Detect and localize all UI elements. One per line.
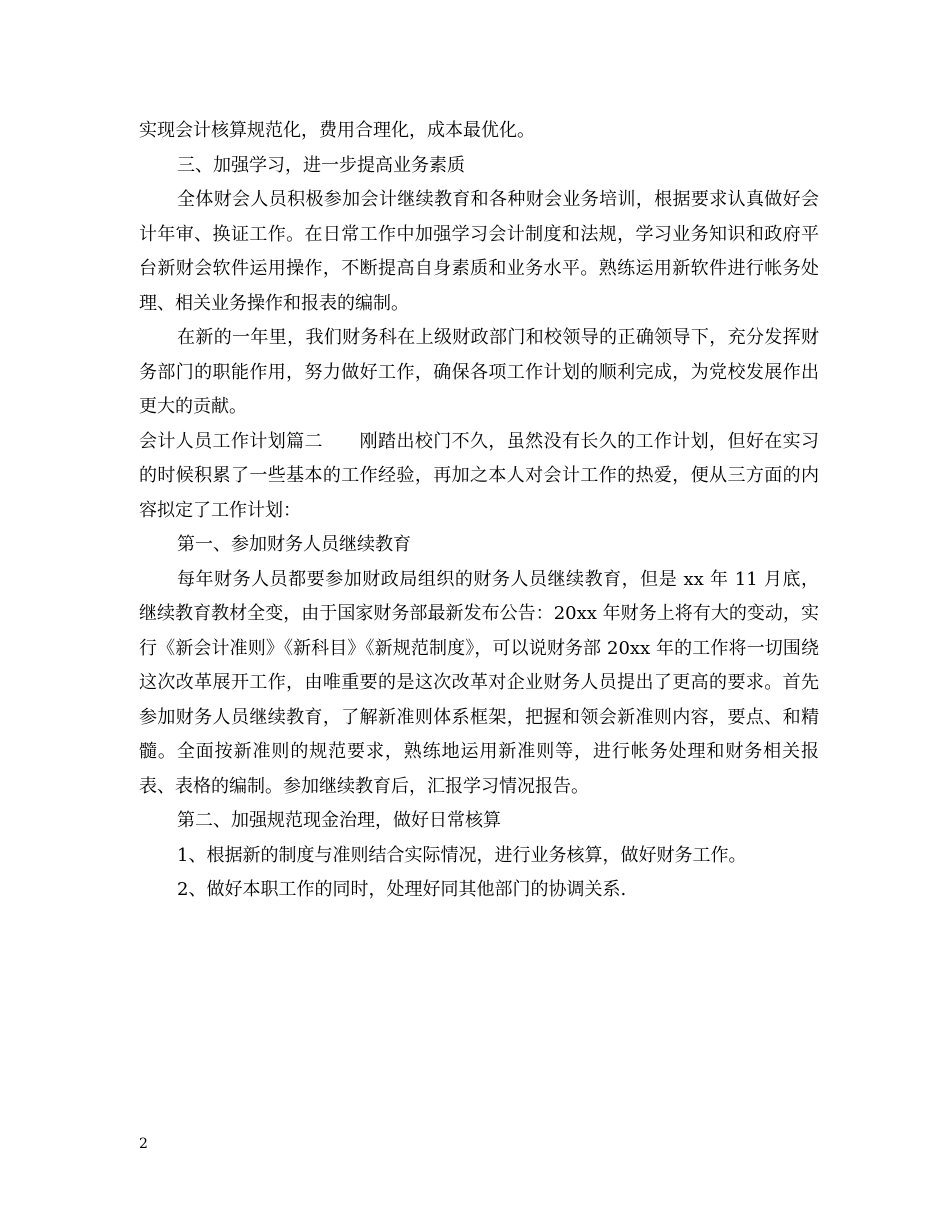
page-number: 2 — [139, 1136, 148, 1152]
paragraph-7: 每年财务人员都要参加财政局组织的财务人员继续教育，但是 xx 年 11 月底，继续教育教材全变，由于国家财务部最新发布公告：20xx 年财务上将有大的变动，实行《新会计准则》《新科目》《新规范制度》，可以说财务部 20xx 年的工作将一切围绕这次改革展开工作，由唯重要的是这次改革对企业财务人员提出了更高的要求。首先参加财务人员继续教育，了解新准则体系框架，把握和领会新准则内容，要点、和精髓。全面按新准则的规范要求，熟练地运用新准则等，进行帐务处理和财务相关报表、表格的编制。参加继续教育后，汇报学习情况报告。 — [139, 568, 819, 797]
list-item-2: 2、做好本职工作的同时，处理好同其他部门的协调关系. — [177, 879, 627, 900]
section-heading-3: 三、加强学习，进一步提高业务素质 — [177, 154, 465, 176]
section-heading-second: 第二、加强规范现金治理，做好日常核算 — [177, 810, 501, 831]
document-body — [139, 114, 819, 908]
section-heading-first: 第一、参加财务人员继续教育 — [177, 534, 411, 555]
paragraph-4: 在新的一年里，我们财务科在上级财政部门和校领导的正确领导下，充分发挥财务部门的职能作用，努力做好工作，确保各项工作计划的顺利完成，为党校发展作出更大的贡献。 — [139, 327, 819, 417]
paragraph-5: 会计人员工作计划篇二 刚踏出校门不久，虽然没有长久的工作计划，但好在实习的时候积累了一些基本的工作经验，再加之本人对会计工作的热爱，便从三方面的内容拟定了工作计划： — [139, 430, 819, 521]
paragraph-3: 全体财会人员积极参加会计继续教育和各种财会业务培训，根据要求认真做好会计年审、换证工作。在日常工作中加强学习会计制度和法规，学习业务知识和政府平台新财会软件运用操作，不断提高自身素质和业务水平。熟练运用新软件进行帐务处理、相关业务操作和报表的编制。 — [139, 189, 819, 314]
paragraph-1: 实现会计核算规范化，费用合理化，成本最优化。 — [139, 120, 535, 141]
list-item-1: 1、根据新的制度与准则结合实际情况，进行业务核算，做好财务工作。 — [177, 844, 747, 866]
